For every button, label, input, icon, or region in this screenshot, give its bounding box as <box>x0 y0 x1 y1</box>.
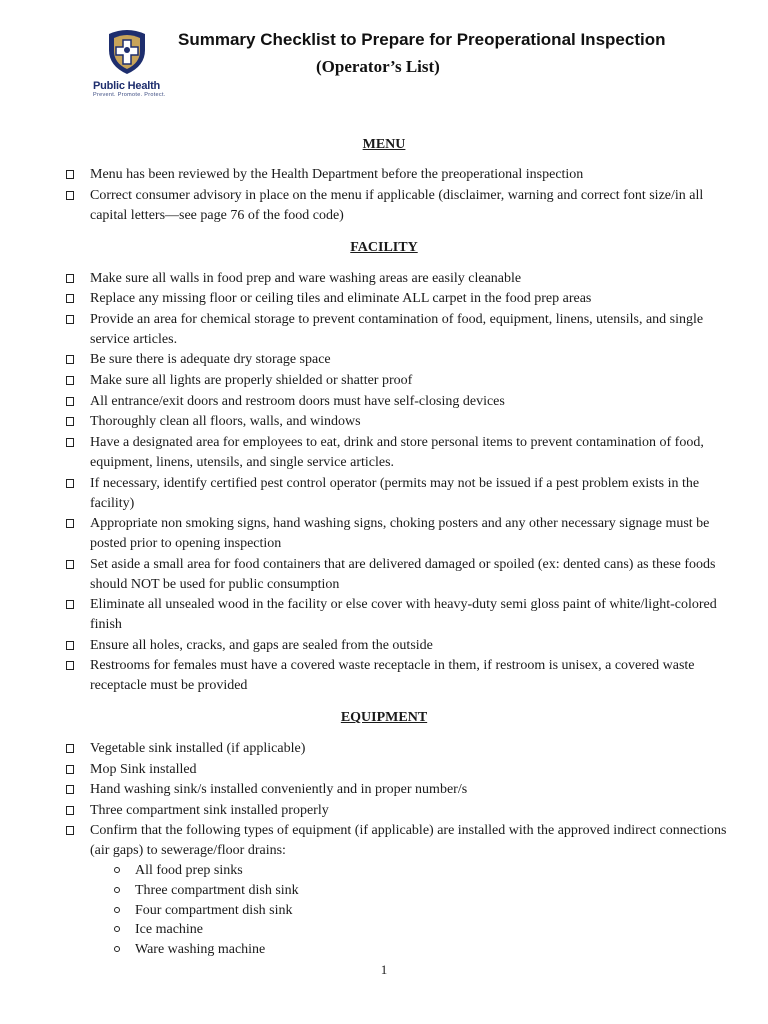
checklist-item: Menu has been reviewed by the Health Department before the preoperational inspection <box>66 165 730 185</box>
checkbox-icon[interactable] <box>66 274 74 283</box>
checkbox-icon[interactable] <box>66 560 74 569</box>
circle-bullet-icon <box>114 926 120 932</box>
checklist-item: Restrooms for females must have a covered waste receptacle in them, if restroom is unisex, a covered waste receptacle must be provided <box>66 656 730 696</box>
circle-bullet-icon <box>114 946 120 952</box>
checkbox-icon[interactable] <box>66 397 74 406</box>
checklist-item: Set aside a small area for food containers that are delivered damaged or spoiled (ex: dented cans) as these foods should NOT be used for public consumption <box>66 555 730 595</box>
checklist-item: Eliminate all unsealed wood in the facility or else cover with heavy-duty semi gloss paint of white/light-colored finish <box>66 595 730 635</box>
checkbox-icon[interactable] <box>66 355 74 364</box>
sub-list-item: Ice machine <box>114 920 203 940</box>
sub-list-item: Ware washing machine <box>114 940 265 960</box>
document-title: Summary Checklist to Prepare for Preoperational Inspection <box>178 30 666 49</box>
checklist-item: Appropriate non smoking signs, hand washing signs, choking posters and any other necessary signage must be posted prior to opening inspection <box>66 514 730 554</box>
checklist-item: Be sure there is adequate dry storage space <box>66 350 730 370</box>
logo-tagline: Prevent. Promote. Protect. <box>93 92 166 98</box>
checklist-item: If necessary, identify certified pest control operator (permits may not be issued if a pest problem exists in the facility) <box>66 474 730 514</box>
document-subtitle: (Operator’s List) <box>316 57 440 76</box>
sub-list-item: Three compartment dish sink <box>114 881 299 901</box>
checklist-item: Three compartment sink installed properly <box>66 801 730 821</box>
checklist-item: Make sure all lights are properly shielded or shatter proof <box>66 371 730 391</box>
checklist-item: Confirm that the following types of equipment (if applicable) are installed with the approved indirect connections (air gaps) to sewerage/floor drains: <box>66 821 730 861</box>
circle-bullet-icon <box>114 907 120 913</box>
checkbox-icon[interactable] <box>66 294 74 303</box>
checklist-item: Hand washing sink/s installed conveniently and in proper number/s <box>66 780 730 800</box>
checklist-item: Replace any missing floor or ceiling tiles and eliminate ALL carpet in the food prep areas <box>66 289 730 309</box>
checklist-item: All entrance/exit doors and restroom doors must have self-closing devices <box>66 392 730 412</box>
section-heading-equipment: EQUIPMENT <box>340 710 428 725</box>
checklist-item: Ensure all holes, cracks, and gaps are sealed from the outside <box>66 636 730 656</box>
checklist-item: Provide an area for chemical storage to prevent contamination of food, equipment, linens, utensils, and single service articles. <box>66 310 730 350</box>
checkbox-icon[interactable] <box>66 438 74 447</box>
checkbox-icon[interactable] <box>66 479 74 488</box>
checklist-item: Have a designated area for employees to eat, drink and store personal items to prevent contamination of food, equipment, linens, utensils, and single service articles. <box>66 433 730 473</box>
checklist-item: Vegetable sink installed (if applicable) <box>66 739 730 759</box>
checklist-item: Mop Sink installed <box>66 760 730 780</box>
logo-name: Public Health <box>93 80 161 92</box>
public-health-logo <box>88 28 178 108</box>
checkbox-icon[interactable] <box>66 315 74 324</box>
checkbox-icon[interactable] <box>66 826 74 835</box>
page-number: 1 <box>380 962 388 977</box>
checklist-item: Make sure all walls in food prep and ware washing areas are easily cleanable <box>66 269 730 289</box>
checkbox-icon[interactable] <box>66 376 74 385</box>
checkbox-icon[interactable] <box>66 765 74 774</box>
checklist-item: Thoroughly clean all floors, walls, and windows <box>66 412 730 432</box>
checkbox-icon[interactable] <box>66 785 74 794</box>
checkbox-icon[interactable] <box>66 417 74 426</box>
shield-cross-icon <box>106 28 148 76</box>
checklist-item: Correct consumer advisory in place on the menu if applicable (disclaimer, warning and correct font size/in all capital letters—see page 76 of the food code) <box>66 186 730 226</box>
checkbox-icon[interactable] <box>66 661 74 670</box>
checkbox-icon[interactable] <box>66 519 74 528</box>
circle-bullet-icon <box>114 867 120 873</box>
checkbox-icon[interactable] <box>66 806 74 815</box>
checkbox-icon[interactable] <box>66 641 74 650</box>
section-heading-menu: MENU <box>362 137 406 152</box>
circle-bullet-icon <box>114 887 120 893</box>
checkbox-icon[interactable] <box>66 170 74 179</box>
section-heading-facility: FACILITY <box>350 240 418 255</box>
sub-list-item: All food prep sinks <box>114 861 243 881</box>
sub-list-item: Four compartment dish sink <box>114 901 293 921</box>
checkbox-icon[interactable] <box>66 744 74 753</box>
checkbox-icon[interactable] <box>66 600 74 609</box>
checkbox-icon[interactable] <box>66 191 74 200</box>
